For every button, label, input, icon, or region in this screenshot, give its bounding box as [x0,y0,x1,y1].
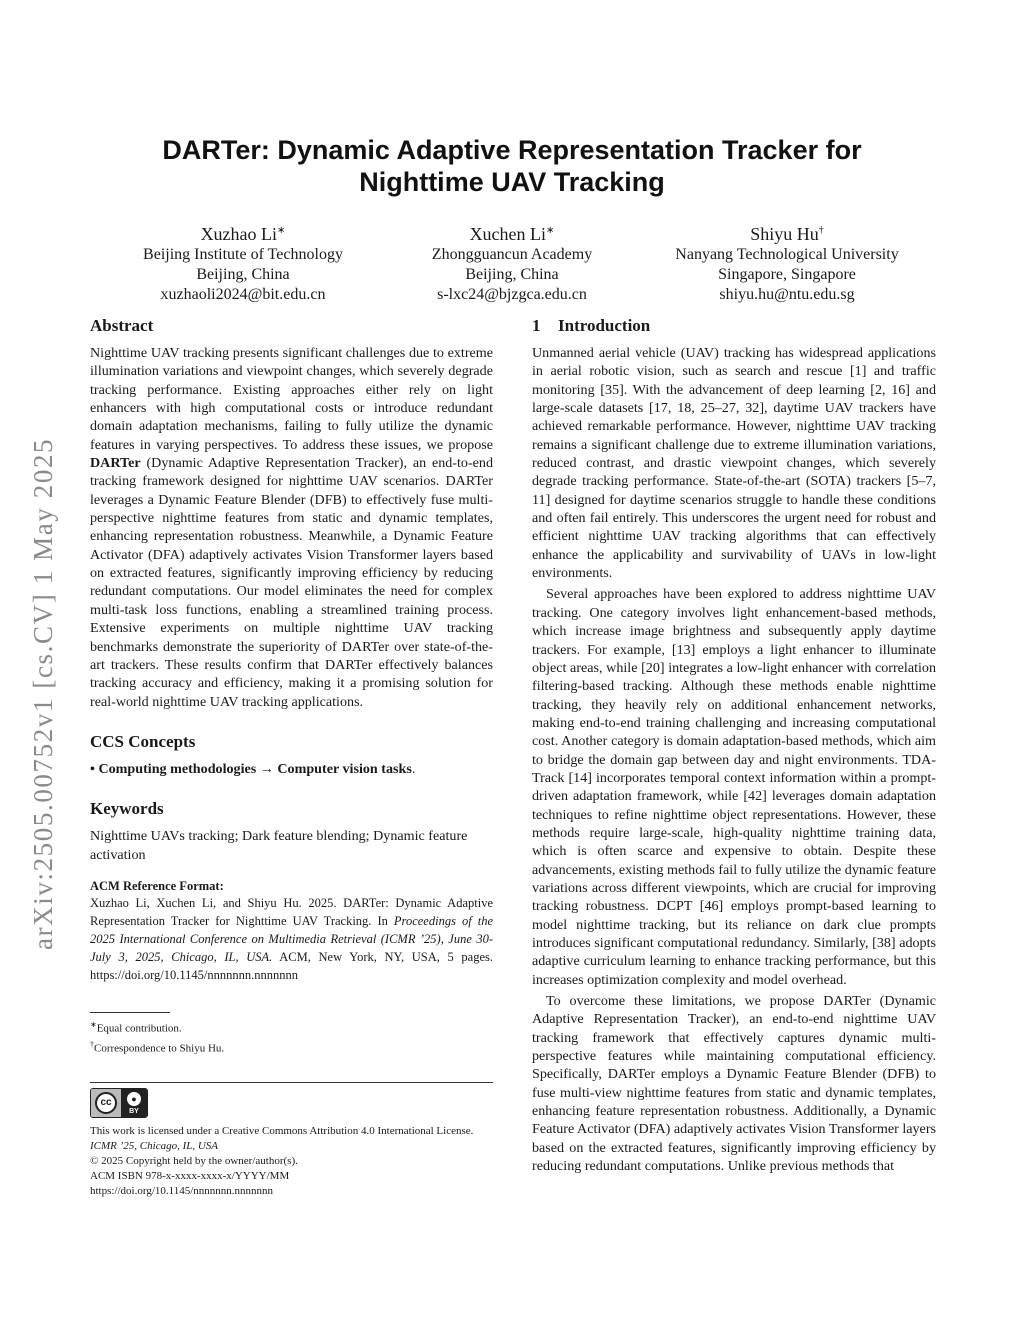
ccs-heading: CCS Concepts [90,731,196,751]
doi-line: https://doi.org/10.1145/nnnnnnn.nnnnnnn [90,1185,274,1198]
author-location: Beijing, China [465,266,559,283]
acm-reference-heading: ACM Reference Format: [90,878,224,893]
author-affiliation: Beijing Institute of Technology [143,246,343,263]
cc-by-license-badge[interactable] [90,1088,148,1118]
license-block [90,1124,493,1199]
author-email: shiyu.hu@ntu.edu.sg [719,286,855,303]
abstract-heading: Abstract [90,316,154,335]
author-email: xuzhaoli2024@bit.edu.cn [160,286,326,303]
footnote-rule [90,1012,170,1013]
copyright-line: © 2025 Copyright held by the owner/author(s). [90,1155,298,1168]
intro-paragraph-2: Several approaches have been explored to address nighttime UAV tracking. One category involves light enhancement-based methods, which increase image brightness and subsequently apply daytime trackers. For example, [13] employs a light enhancer to illuminate object areas, while [20] integrates a low-light enhancer with correlation filtering-based tracking. Although these methods enable nighttime tracking, they heavily rely on additional enhancement networks, making end-to-end training challenging and increasing computational cost. Another category is domain adaptation-based methods, which aim to bridge the domain gap between day and night environments. TDA-Track [14] incorporates temporal context information within a prompt-driven adaptation framework, while [42] leverages domain adaptation techniques to refine nighttime object representations. However, these methods require large-scale, high-quality nighttime training data, which is often scarce and expensive to obtain. Despite these advancements, existing methods fail to fully utilize the dynamic feature variations across different viewpoints, which are crucial for improving tracking robustness. DCPT [46] employs prompt-based learning to model nighttime tracking, but its reliance on dark clue prompts introduces significant computational redundancy. Similarly, [38] adopts adaptive curriculum learning to enhance tracking performance, but this increases optimization complexity and model overhead. [532,586,936,988]
left-column [90,315,493,1199]
introduction-heading: 1 Introduction [532,316,651,335]
keywords-heading: Keywords [90,799,164,819]
license-line: This work is licensed under a Creative Commons Attribution 4.0 International License. [90,1125,474,1138]
footnote-correspondence: †Correspondence to Shiyu Hu. [90,1039,225,1055]
title-line-2: Nighttime UAV Tracking [359,167,665,197]
footnote-equal-contribution: ∗Equal contribution. [90,1019,182,1035]
arxiv-identifier: arXiv:2505.00752v1 [cs.CV] 1 May 2025 [28,437,58,950]
title-line-1: DARTer: Dynamic Adaptive Representation Tracker for [162,135,862,165]
intro-paragraph-3: To overcome these limitations, we propose DARTer (Dynamic Adaptive Representation Tracker), an end-to-end nighttime UAV tracking framework that effectively captures dynamic multi-perspective features while maintaining computational efficiency. Specifically, DARTer employs a Dynamic Feature Blender (DFB) to fuse multi-view nighttime features from static and dynamic templates, enhancing feature representation robustness. Additionally, a Dynamic Feature Activator (DFA) adaptively activates Vision Transformer layers based on the extracted features, significantly improving efficiency by reducing redundant computations. Unlike previous methods that [532,993,936,1175]
author-affiliation: Nanyang Technological University [675,246,899,263]
keywords-text: Nighttime UAVs tracking; Dark feature blending; Dynamic feature activation [90,828,468,863]
author-name: Xuzhao Li∗ [200,224,286,244]
author-block-2 [372,220,652,305]
author-location: Singapore, Singapore [718,266,856,283]
isbn-line: ACM ISBN 978-x-xxxx-xxxx-x/YYYY/MM [90,1170,290,1183]
acm-reference-text: Xuzhao Li, Xuchen Li, and Shiyu Hu. 2025. DARTer: Dynamic Adaptive Representation Tracker for Nighttime UAV Tracking. In Proceedings of the 2025 International Conference on Multimedia Retrieval (ICMR ’25), June 30-July 3, 2025, Chicago, IL, USA. ACM, New York, NY, USA, 5 pages. https://doi.org/10.1145/nnnnnnn.nnnnnnn [90,895,494,982]
author-block-1 [103,220,383,305]
author-location: Beijing, China [196,266,290,283]
by-label: BY [129,1108,139,1116]
license-rule [90,1082,493,1083]
author-block-3 [647,220,927,305]
intro-paragraph-1: Unmanned aerial vehicle (UAV) tracking has widespread applications in aerial robotic vision, such as search and rescue [1] and traffic monitoring [35]. With the advancement of deep learning [2, 16] and large-scale datasets [17, 18, 25–27, 32], daytime UAV trackers have achieved remarkable performance. However, nighttime UAV tracking remains a significant challenge due to extreme illumination variations, reduced contrast, and drastic viewpoint changes, which severely degrade tracking performance. State-of-the-art (SOTA) trackers [5–7, 11] designed for daytime scenarios struggle to handle these conditions and often fail entirely. This underscores the urgent need for robust and efficient nighttime UAV tracking algorithms that can effectively enhance the applicability and survivability of UAVs in low-light environments. [532,345,936,582]
ccs-concepts: • Computing methodologies → Computer vision tasks. [90,760,416,777]
abstract-text: Nighttime UAV tracking presents significant challenges due to extreme illumination variations and viewpoint changes, which severely degrade tracking performance. Existing approaches either rely on light enhancers with high computational costs or introduce redundant domain adaptation mechanisms, failing to fully utilize the dynamic features in varying perspectives. To address these issues, we propose DARTer (Dynamic Adaptive Representation Tracker), an end-to-end tracking framework designed for nighttime UAV scenarios. DARTer leverages a Dynamic Feature Blender (DFB) to effectively fuse multi-perspective nighttime features from static and dynamic templates, enhancing representation robustness. Meanwhile, a Dynamic Feature Activator (DFA) adaptively activates Vision Transformer layers based on extracted features, significantly improving efficiency by reducing redundant computations. Our model eliminates the need for complex multi-task loss functions, enabling a streamlined training process. Extensive experiments on multiple nighttime UAV tracking benchmarks demonstrate the superiority of DARTer over state-of-the-art trackers. These results confirm that DARTer effectively balances tracking accuracy and efficiency, making it a promising solution for real-world nighttime UAV tracking applications. [90,345,494,710]
author-email: s-lxc24@bjzgca.edu.cn [437,286,587,303]
author-affiliation: Zhongguancun Academy [431,246,593,263]
paper-title [90,134,934,198]
author-name: Xuchen Li∗ [469,224,555,244]
attribution-person-icon: ● [125,1090,143,1108]
author-name: Shiyu Hu† [750,224,824,244]
cc-icon: cc [95,1092,117,1114]
venue-line: ICMR ’25, Chicago, IL, USA [90,1140,219,1153]
right-column [532,315,936,1175]
